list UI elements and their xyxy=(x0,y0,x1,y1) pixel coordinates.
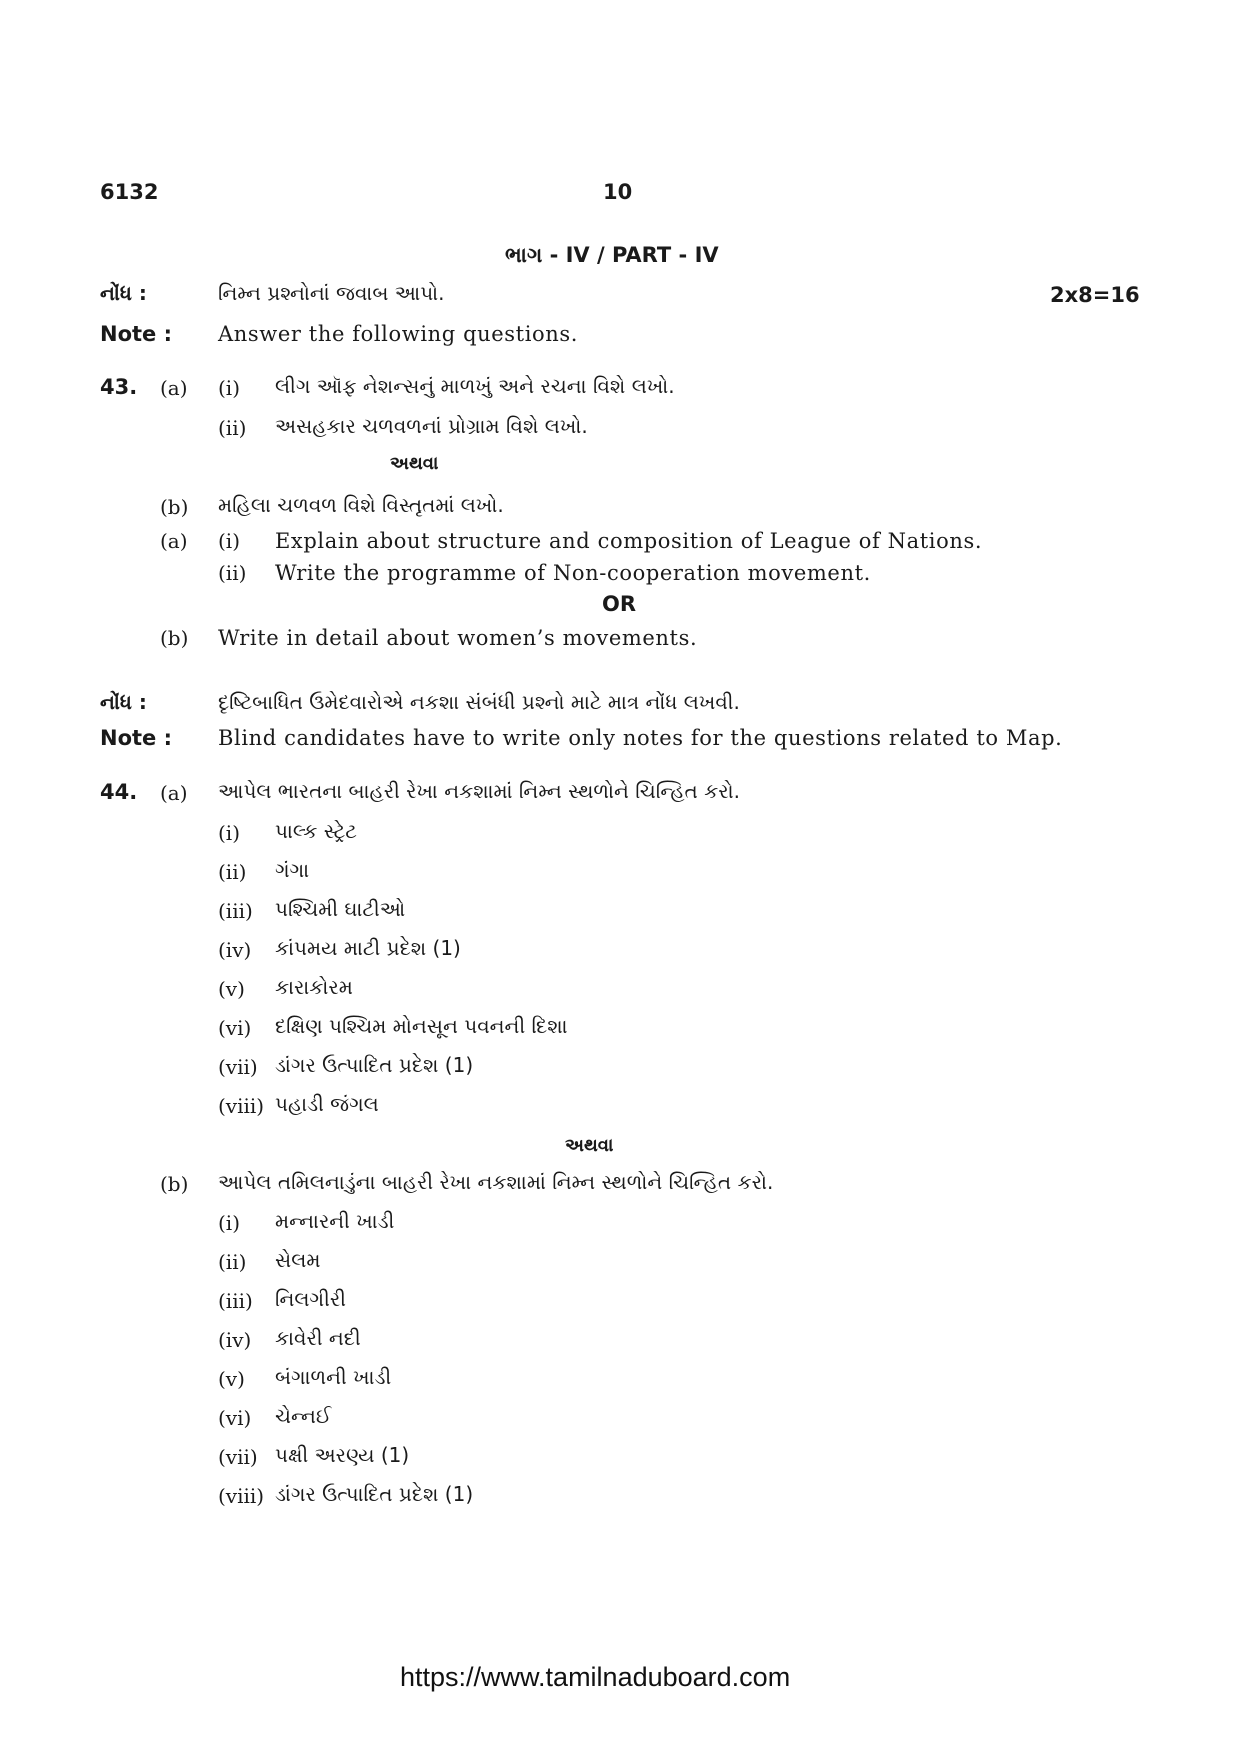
q44-b-item-text: ડાંગર ઉત્પાદિત પ્રદેશ (1) xyxy=(275,1482,474,1506)
q44-a-item-text: કારાકોરમ xyxy=(275,975,353,999)
map-note-label-english: Note : xyxy=(100,726,172,750)
q43-gu-ii-text: અસહકાર ચળવળનાં પ્રોગ્રામ વિશે લખો. xyxy=(275,414,588,438)
note-text-english: Answer the following questions. xyxy=(218,322,579,346)
q43-b-label: (b) xyxy=(160,495,189,519)
q44-b-item-label: (ii) xyxy=(218,1250,247,1274)
q44-a-item-text: પશ્ચિમી ઘાટીઓ xyxy=(275,897,406,921)
q44-a-item-label: (v) xyxy=(218,977,245,1001)
q44-a-item-text: ગંગા xyxy=(275,858,310,882)
q44-a-item-label: (vii) xyxy=(218,1055,258,1079)
q43-en-ii-text: Write the programme of Non-cooperation movement. xyxy=(275,561,871,585)
q44-b-item-text: સેલમ xyxy=(275,1248,321,1272)
q43-or-gujarati: અથવા xyxy=(390,453,439,474)
q44-b-item-text: બંગાળની ખાડી xyxy=(275,1365,392,1389)
q44-b-item-text: નિલગીરી xyxy=(275,1287,346,1311)
q44-a-label: (a) xyxy=(160,781,188,805)
paper-code: 6132 xyxy=(100,180,159,204)
q44-a-item-label: (i) xyxy=(218,821,241,845)
note-label-english: Note : xyxy=(100,322,172,346)
map-note-text-gujarati: દૃષ્ટિબાધિત ઉમેદવારોએ નકશા સંબંધી પ્રશ્નો માટે માત્ર નોંધ લખવી. xyxy=(218,690,740,714)
q44-a-item-label: (vi) xyxy=(218,1016,252,1040)
map-note-label-gujarati: નોંધ : xyxy=(100,690,147,714)
q43-en-ii-label: (ii) xyxy=(218,561,247,585)
q43-gu-i-label: (i) xyxy=(218,376,241,400)
q44-b-item-label: (i) xyxy=(218,1211,241,1235)
q44-a-item-text: પાલ્ક સ્ટ્રેટ xyxy=(275,819,357,843)
q43-en-b-text: Write in detail about women’s movements. xyxy=(218,626,698,650)
q44-b-item-label: (vii) xyxy=(218,1445,258,1469)
note-text-gujarati: નિમ્ન પ્રશ્નોનાં જવાબ આપો. xyxy=(218,281,445,305)
q44-a-item-label: (viii) xyxy=(218,1094,265,1118)
q44-a-item-text: પહાડી જંગલ xyxy=(275,1092,379,1116)
q44-b-label: (b) xyxy=(160,1172,189,1196)
note-label-gujarati: નોંધ : xyxy=(100,281,147,305)
q43-or-english: OR xyxy=(602,592,637,616)
q43-gu-ii-label: (ii) xyxy=(218,416,247,440)
q44-a-item-label: (iii) xyxy=(218,899,253,923)
marks-allocation: 2x8=16 xyxy=(1050,283,1140,307)
q44-a-item-text: ડાંગર ઉત્પાદિત પ્રદેશ (1) xyxy=(275,1053,474,1077)
q44-b-item-text: મન્નારની ખાડી xyxy=(275,1209,395,1233)
page-number: 10 xyxy=(603,180,633,204)
q44-b-item-text: ચેન્નઈ xyxy=(275,1404,332,1428)
q43-en-i-label: (i) xyxy=(218,529,241,553)
q44-a-item-text: દક્ષિણ પશ્ચિમ મોનસૂન પવનની દિશા xyxy=(275,1014,568,1038)
q43-en-i-text: Explain about structure and composition of League of Nations. xyxy=(275,529,983,553)
q44-b-item-label: (iii) xyxy=(218,1289,253,1313)
q43-a-label: (a) xyxy=(160,376,188,400)
question-43-number: 43. xyxy=(100,375,138,399)
q44-b-text: આપેલ તમિલનાડુંના બાહરી રેખા નકશામાં નિમ્ન સ્થળોને ચિન્હિત કરો. xyxy=(218,1170,774,1194)
q44-b-item-text: કાવેરી નદી xyxy=(275,1326,361,1350)
footer-url: https://www.tamilnaduboard.com xyxy=(400,1662,791,1692)
q44-b-item-label: (viii) xyxy=(218,1484,265,1508)
q44-a-text: આપેલ ભારતના બાહરી રેખા નકશામાં નિમ્ન સ્થળોને ચિન્હિત કરો. xyxy=(218,779,740,803)
q44-b-item-label: (v) xyxy=(218,1367,245,1391)
q43-gu-b-text: મહિલા ચળવળ વિશે વિસ્તૃતમાં લખો. xyxy=(218,493,504,517)
q44-b-item-label: (iv) xyxy=(218,1328,252,1352)
q43-gu-i-text: લીગ ઑફ નેશન્સનું માળખું અને રચના વિશે લખો. xyxy=(275,374,675,398)
question-44-number: 44. xyxy=(100,780,138,804)
q44-or-gujarati: અથવા xyxy=(565,1135,614,1156)
q44-b-item-label: (vi) xyxy=(218,1406,252,1430)
q43-b-label-english: (b) xyxy=(160,626,189,650)
q43-a-label-english: (a) xyxy=(160,529,188,553)
part-title: ભાગ - IV / PART - IV xyxy=(505,243,719,267)
q44-a-item-label: (ii) xyxy=(218,860,247,884)
q44-b-item-text: પક્ષી અરણ્ય (1) xyxy=(275,1443,410,1467)
q44-a-item-text: કાંપમય માટી પ્રદેશ (1) xyxy=(275,936,461,960)
q44-a-item-label: (iv) xyxy=(218,938,252,962)
map-note-text-english: Blind candidates have to write only notes for the questions related to Map. xyxy=(218,726,1063,750)
